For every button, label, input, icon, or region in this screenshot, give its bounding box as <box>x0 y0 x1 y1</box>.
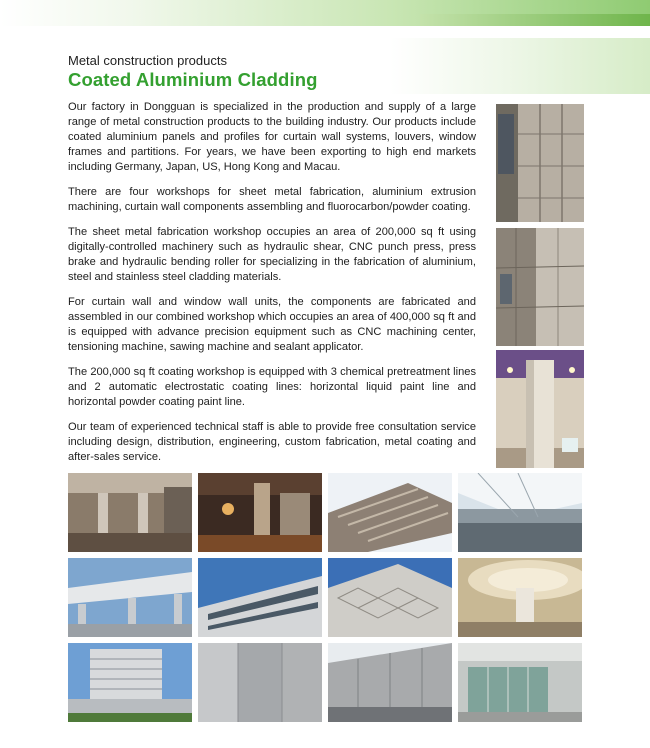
side-photo-cladding-corner <box>496 228 584 346</box>
photo-skylight-atrium <box>458 473 582 552</box>
photo-entrance-canopy <box>68 558 192 637</box>
paragraph-workshops: There are four workshops for sheet metal fabrication, aluminium extrusion machining, curtain wall components assembling and fluorocarbon/powder coating. <box>68 186 476 213</box>
photo-diamond-panel-facade <box>328 558 452 637</box>
photo-panel-wall <box>198 643 322 722</box>
paragraph-coating: The 200,000 sq ft coating workshop is equipped with 3 chemical pretreatment lines and 2 automatic electrostatic coating lines: horizontal liquid paint line and horizontal powder coating paint line. <box>68 366 476 408</box>
photo-atrium-lobby <box>68 473 192 552</box>
side-photo-interior-column <box>496 350 584 468</box>
paragraph-team: Our team of experienced technical staff is able to provide free consultation service including design, distribution, engineering, custom fabrication, metal coating and after-sales service. <box>68 421 476 463</box>
photo-office-facade <box>198 558 322 637</box>
photo-louver-canopy <box>328 473 452 552</box>
title-gradient-band <box>390 38 650 94</box>
photo-curved-ceiling <box>458 558 582 637</box>
paragraph-curtain-wall: For curtain wall and window wall units, the components are fabricated and assembled in our combined workshop which occupies an area of 400,000 sq ft and is equipped with advance precision equipment such as CNC machining center, tensioning machine, sawing machine and sealant applicator. <box>68 296 476 353</box>
page-title: Coated Aluminium Cladding <box>68 69 318 90</box>
paragraph-intro: Our factory in Dongguan is specialized in the production and supply of a large range of metal construction products to the building industry. Our products include coated aluminium panels and profiles for curtain wall systems, louvers, window frames and partitions. For years, we have been exporting to high end markets including Germany, Japan, US, Hong Kong and Macau. <box>68 101 476 173</box>
body-text <box>68 100 476 475</box>
top-accent-strip <box>420 14 650 26</box>
paragraph-sheet-metal: The sheet metal fabrication workshop occupies an area of 200,000 sq ft using digitally-controlled machinery such as hydraulic shear, CNC punch press, press brake and hydraulic bending roller for specializing in the fabrication of aluminium, steel and stainless steel cladding materials. <box>68 226 476 283</box>
photo-hotel-building <box>68 643 192 722</box>
page-subtitle: Metal construction products <box>68 53 227 68</box>
photo-dark-lobby <box>198 473 322 552</box>
photo-glass-entrance <box>458 643 582 722</box>
photo-building-perspective <box>328 643 452 722</box>
side-photo-cladding-facade <box>496 104 584 222</box>
